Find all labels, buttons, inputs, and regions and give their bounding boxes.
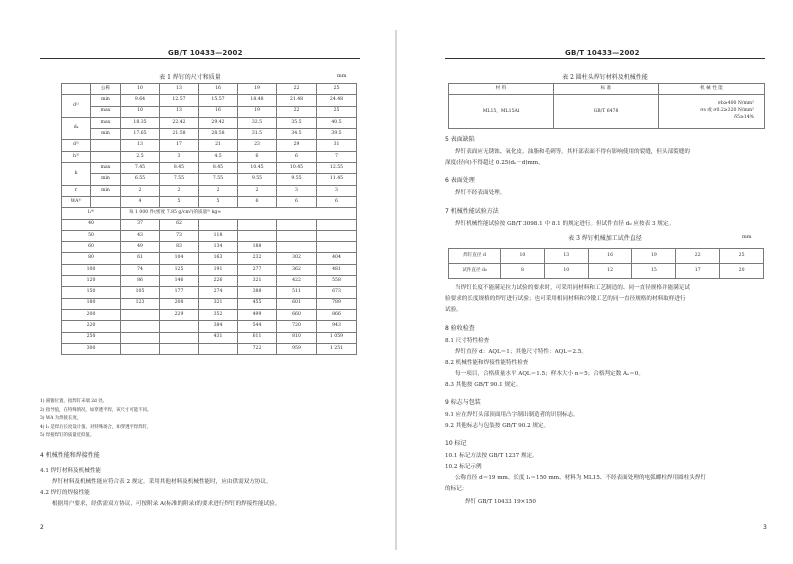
table1-cell-mass: 321 bbox=[238, 276, 277, 287]
table1-cell-value: 11.45 bbox=[317, 174, 357, 185]
table1-cell-mass: 274 bbox=[199, 287, 238, 298]
table1-row-dimension bbox=[62, 129, 357, 140]
table1-cell-mass: 146 bbox=[160, 276, 199, 287]
table2-header-standard: 标 准 bbox=[554, 84, 659, 95]
table1-cell-value: 29.42 bbox=[199, 117, 238, 128]
table1-cell-nominal: 13 bbox=[160, 84, 199, 95]
table1-cell-limit bbox=[91, 140, 121, 151]
table1-cell-value: 8.45 bbox=[160, 163, 199, 174]
table1-cell-mass bbox=[199, 343, 238, 354]
table1-cell-mass: 73 bbox=[160, 230, 199, 241]
table3-cell-value: 16 bbox=[588, 249, 632, 264]
table1-footnote: 3) WA 为焊接长度。 bbox=[40, 416, 82, 422]
table3-cell-value: 17 bbox=[676, 264, 720, 279]
table1-cell-mass bbox=[199, 219, 238, 230]
table1-cell-mass bbox=[317, 242, 357, 253]
table1-row-mass bbox=[62, 321, 357, 332]
table1-row-dimension bbox=[62, 140, 357, 151]
table3-cell-value: 12 bbox=[588, 264, 632, 279]
table1-cell-mass: 558 bbox=[317, 276, 357, 287]
table1-cell-mass: 43 bbox=[121, 230, 160, 241]
table2-properties bbox=[659, 95, 765, 129]
table1-cell-mass: 86 bbox=[121, 276, 160, 287]
table1-cell-value: 7.45 bbox=[121, 163, 160, 174]
table1-cell-symbol: dₖ bbox=[62, 117, 91, 140]
table3-cell-value: 22 bbox=[676, 249, 720, 264]
section-8-1-heading: 8.1 尺寸特性检查 bbox=[445, 338, 490, 344]
table1-row-mass bbox=[62, 264, 357, 275]
table1-cell-mass: 959 bbox=[277, 343, 317, 354]
table1-cell-value: 9.64 bbox=[121, 95, 160, 106]
table1-cell-value: 4 bbox=[121, 196, 160, 207]
table2-prop-yield: σs 或 σ0.2≥320 N/mm² bbox=[700, 108, 754, 114]
table2-header-properties: 机 械 性 能 bbox=[659, 84, 765, 95]
table1-cell-mass bbox=[160, 332, 199, 343]
table1-row-mass bbox=[62, 242, 357, 253]
table1-cell-mass: 1 059 bbox=[317, 332, 357, 343]
table1-cell-value: 2 bbox=[238, 185, 277, 196]
table1-cell-length: 250 bbox=[62, 332, 121, 343]
table1-caption: 表 1 焊钉的尺寸和质量 bbox=[159, 74, 221, 81]
table1-cell-mass: 722 bbox=[238, 343, 277, 354]
table1-cell-mass bbox=[160, 343, 199, 354]
section-7-text: 焊钉机械性能试验按 GB/T 3098.1 中 8.1 的规定进行。但试件直径 d₀ 应按表 3 规定。 bbox=[455, 221, 675, 227]
table1-footnote: 1) 圆锥位置，指焊钉末端 2d 处。 bbox=[40, 399, 107, 404]
table1-row-dimension bbox=[62, 174, 357, 185]
table1-cell-nominal: 22 bbox=[277, 84, 317, 95]
table1-cell-nominal: 25 bbox=[317, 84, 357, 95]
section-4-2-text: 根据用户要求，经供需双方协议，可按附录 A(标准的附录)的要求进行焊钉的焊接性能试验。 bbox=[52, 501, 281, 507]
table3-cell-value: 25 bbox=[720, 249, 764, 264]
table1-cell-mass-note: 每 1 000 件(密度 7.85 g/cm³)的质量⁵⁾ kg≈ bbox=[121, 208, 357, 219]
table1-cell-mass: 49 bbox=[121, 242, 160, 253]
table1-cell-value: 21.48 bbox=[277, 95, 317, 106]
table3-cell-value: 20 bbox=[720, 264, 764, 279]
table1-cell-value: 9.55 bbox=[277, 174, 317, 185]
table1-cell-value: 17.65 bbox=[121, 129, 160, 140]
table1-cell-mass: 177 bbox=[160, 287, 199, 298]
table3-row-label: 焊钉直径 d bbox=[449, 249, 501, 264]
table1-cell-mass: 352 bbox=[199, 309, 238, 320]
table1-cell-mass: 511 bbox=[277, 287, 317, 298]
table1-cell-value: 2 bbox=[121, 185, 160, 196]
table1-row-mass bbox=[62, 309, 357, 320]
table1-cell-mass: 105 bbox=[121, 287, 160, 298]
table1-cell-mass: 499 bbox=[238, 309, 277, 320]
table1-cell-value: 22.42 bbox=[160, 117, 199, 128]
table1-cell-value: 3 bbox=[277, 185, 317, 196]
table1-cell-mass: 422 bbox=[277, 276, 317, 287]
table1-cell-limit: min bbox=[91, 174, 121, 185]
table1-cell-value: 7 bbox=[317, 151, 357, 162]
section-6-heading: 6 表面处理 bbox=[445, 177, 475, 184]
table1-cell-symbol: d¹⁾ bbox=[62, 95, 91, 118]
section-4-2-heading: 4.2 焊钉的焊接性能 bbox=[40, 490, 90, 496]
table1-cell-nominal: 10 bbox=[121, 84, 160, 95]
table1-row-mass bbox=[62, 298, 357, 309]
table1-cell-limit: max bbox=[91, 163, 121, 174]
section-9-2-text: 9.2 其他标志与包装按 GB/T 90.2 规定。 bbox=[445, 423, 550, 429]
table1-cell-value: 8.45 bbox=[199, 163, 238, 174]
table3-cell-value: 8 bbox=[501, 264, 545, 279]
table1-cell-mass: 191 bbox=[199, 264, 238, 275]
table3-cell-value: 15 bbox=[632, 264, 676, 279]
table3 bbox=[448, 248, 764, 279]
table1-cell-value: 6 bbox=[238, 196, 277, 207]
table1-row-mass bbox=[62, 343, 357, 354]
table1-cell-value: 22 bbox=[277, 106, 317, 117]
table1-cell-mass: 611 bbox=[238, 332, 277, 343]
table3-cell-value: 10 bbox=[501, 249, 545, 264]
table1-cell-limit: max bbox=[91, 117, 121, 128]
table1-cell-mass: 810 bbox=[277, 332, 317, 343]
table1-cell-value: 35.5 bbox=[277, 117, 317, 128]
table1-cell-symbol: k bbox=[62, 163, 91, 186]
section-7-note-2: 验要求的长度规格的焊钉进行试验；也可采用相同材料和冷镦工艺的同一直径规格的材料取样进行 bbox=[445, 296, 686, 302]
table1-cell-value: 10.45 bbox=[277, 163, 317, 174]
table1-cell-mass bbox=[121, 332, 160, 343]
page-number-left: 2 bbox=[40, 524, 44, 531]
table1-cell-value: 6 bbox=[277, 196, 317, 207]
table1-cell-value: 31 bbox=[317, 140, 357, 151]
table1-cell-value: 18.35 bbox=[121, 117, 160, 128]
table3-cell-value: 19 bbox=[632, 249, 676, 264]
table1-cell-value: 12.55 bbox=[317, 163, 357, 174]
table1-cell-empty bbox=[62, 84, 91, 95]
table1-row-dimension bbox=[62, 185, 357, 196]
table1-cell-mass: 431 bbox=[199, 332, 238, 343]
table1-cell-limit: min bbox=[91, 95, 121, 106]
table1-cell-mass: 544 bbox=[238, 321, 277, 332]
table1-row-dimension bbox=[62, 163, 357, 174]
table1-cell-symbol: WA³⁾ bbox=[62, 196, 91, 207]
table1-row-mass-header bbox=[62, 208, 357, 219]
section-9-1-text: 9.1 应在焊钉头部顶面用凸字制出制造者的识别标志。 bbox=[445, 412, 579, 418]
table1-cell-value: 32.5 bbox=[238, 117, 277, 128]
table1-row-dimension bbox=[62, 196, 357, 207]
table1-cell-limit: min bbox=[91, 185, 121, 196]
table1-cell-value: 23 bbox=[238, 140, 277, 151]
table1-cell-value: 21 bbox=[199, 140, 238, 151]
table1-cell-value: 15.57 bbox=[199, 95, 238, 106]
table2-standard: GB/T 6478 bbox=[554, 95, 659, 129]
table1-cell-value: 17 bbox=[160, 140, 199, 151]
table1-cell-mass bbox=[238, 230, 277, 241]
table2-prop-tensile: σb≥400 N/mm² bbox=[717, 101, 754, 107]
table1-cell-mass: 83 bbox=[160, 242, 199, 253]
table1-cell-mass: 134 bbox=[199, 242, 238, 253]
table1-cell-limit bbox=[91, 151, 121, 162]
table1-row-mass bbox=[62, 276, 357, 287]
standard-header: GB/T 10433—2002 bbox=[565, 49, 640, 57]
section-5-heading: 5 表面缺陷 bbox=[445, 136, 475, 143]
table1-cell-value: 21.58 bbox=[160, 129, 199, 140]
table1-cell-value: 3 bbox=[317, 185, 357, 196]
table1-cell-mass bbox=[121, 321, 160, 332]
section-10-2-text-1: 公称直径 d＝19 mm、长度 l₁＝150 mm、材料为 ML15、不经表面处理的电弧螺柱焊用圆柱头焊钉 bbox=[455, 475, 707, 481]
section-8-3-text: 8.3 其他按 GB/T 90.1 规定。 bbox=[445, 382, 522, 388]
table1-cell-mass: 37 bbox=[121, 219, 160, 230]
section-4-1-text: 焊钉材料及机械性能应符合表 2 规定。采用其他材料及机械性能时，应由供需双方协议。 bbox=[52, 479, 272, 485]
table1-cell-mass bbox=[317, 219, 357, 230]
table1-footnote: 4) l₁ 是焊后长度设计值，对特殊场合，如穿透平焊焊钉， bbox=[40, 424, 152, 430]
table1-footnote: 2) 指导值，在特殊情况，如穿透平焊，该尺寸可能不同。 bbox=[40, 407, 152, 413]
table1-cell-length: 40 bbox=[62, 219, 121, 230]
table1-cell-value: 12.57 bbox=[160, 95, 199, 106]
section-5-text-1: 焊钉表面应无锈蚀、氧化皮、油脂和毛刺等。其杆部表面不得有影响使用的裂缝，但头部裂缝的 bbox=[455, 149, 690, 155]
table1-cell-length-label: l₁⁴⁾ bbox=[62, 208, 121, 219]
table1-cell-mass bbox=[121, 343, 160, 354]
table1-cell-mass bbox=[238, 219, 277, 230]
section-10-2-text-2: 的标记： bbox=[445, 486, 468, 492]
table1-cell-symbol: h³⁾ bbox=[62, 151, 91, 162]
header-rule bbox=[40, 58, 360, 59]
table1-cell-mass: 321 bbox=[199, 298, 238, 309]
table1-cell-symbol: r bbox=[62, 185, 91, 196]
table1-footnotes bbox=[40, 398, 360, 441]
table1-cell-mass: 943 bbox=[317, 321, 357, 332]
table1-cell-mass: 62 bbox=[160, 219, 199, 230]
table2 bbox=[448, 83, 765, 129]
table1-cell-length: 150 bbox=[62, 287, 121, 298]
table1-row-mass bbox=[62, 332, 357, 343]
table1-cell-mass: 673 bbox=[317, 287, 357, 298]
table1-cell-mass: 74 bbox=[121, 264, 160, 275]
table3-cell-value: 13 bbox=[544, 249, 588, 264]
section-8-heading: 8 验收检查 bbox=[445, 325, 475, 332]
table1-row-mass bbox=[62, 253, 357, 264]
table1-cell-length: 120 bbox=[62, 276, 121, 287]
table1-cell-symbol: d²⁾ bbox=[62, 140, 91, 151]
table1-cell-length: 100 bbox=[62, 264, 121, 275]
table1-cell-mass: 481 bbox=[317, 264, 357, 275]
table1-cell-mass: 1 251 bbox=[317, 343, 357, 354]
table1-cell-value: 39.5 bbox=[317, 129, 357, 140]
table1-cell-limit: min bbox=[91, 129, 121, 140]
table1-cell-mass: 118 bbox=[199, 230, 238, 241]
table1-row-dimension bbox=[62, 106, 357, 117]
table1-cell-length: 50 bbox=[62, 230, 121, 241]
table1-cell-mass: 232 bbox=[238, 253, 277, 264]
table1-cell-mass bbox=[277, 242, 317, 253]
table1-row-dimension bbox=[62, 95, 357, 106]
table1-row-dimension bbox=[62, 117, 357, 128]
section-10-2-heading: 10.2 标记示例 bbox=[445, 464, 482, 470]
table1-cell-mass: 302 bbox=[277, 253, 317, 264]
table1-cell-value: 5 bbox=[160, 196, 199, 207]
marking-example: 焊钉 GB/T 10433 19×150 bbox=[465, 499, 536, 505]
table1-cell-limit: max bbox=[91, 106, 121, 117]
table1-cell-mass bbox=[160, 321, 199, 332]
table1-cell-mass: 125 bbox=[160, 264, 199, 275]
table1-cell-length: 80 bbox=[62, 253, 121, 264]
table1-cell-mass: 384 bbox=[199, 321, 238, 332]
section-7-heading: 7 机械性能试验方法 bbox=[445, 208, 499, 215]
table1-cell-value: 6.55 bbox=[121, 174, 160, 185]
section-9-heading: 9 标志与包装 bbox=[445, 399, 481, 406]
table1-cell-length: 60 bbox=[62, 242, 121, 253]
table1-cell-value: 2.5 bbox=[121, 151, 160, 162]
table1-footnote: 5) 焊接焊钉的质量近似值。 bbox=[40, 433, 95, 439]
table3-row-specimen bbox=[449, 264, 764, 279]
right-page bbox=[397, 0, 793, 564]
table1-row-dimension bbox=[62, 151, 357, 162]
table1-cell-mass: 61 bbox=[121, 253, 160, 264]
table1-cell-value: 25 bbox=[317, 106, 357, 117]
table1 bbox=[61, 83, 357, 355]
table1-cell-mass bbox=[121, 309, 160, 320]
table1-cell-mass: 720 bbox=[277, 321, 317, 332]
section-5-text-2: 深度(径向)不得超过 0.25(dₖ－d)mm。 bbox=[445, 160, 544, 166]
table1-cell-value: 13 bbox=[160, 106, 199, 117]
table3-cell-value: 10 bbox=[544, 264, 588, 279]
table1-cell-nominal: 19 bbox=[238, 84, 277, 95]
table1-cell-value: 2 bbox=[160, 185, 199, 196]
section-7-note-3: 试验。 bbox=[445, 307, 462, 313]
table1-cell-mass: 388 bbox=[238, 287, 277, 298]
table2-caption: 表 2 圆柱头焊钉材料及机械性能 bbox=[562, 74, 648, 81]
table1-cell-length: 300 bbox=[62, 343, 121, 354]
table1-cell-length: 180 bbox=[62, 298, 121, 309]
table1-cell-value: 6 bbox=[277, 151, 317, 162]
table1-cell-mass: 789 bbox=[317, 298, 357, 309]
table1-cell-mass: 229 bbox=[160, 309, 199, 320]
table1-cell-limit bbox=[91, 196, 121, 207]
table1-cell-mass: 660 bbox=[277, 309, 317, 320]
table1-cell-value: 7.55 bbox=[199, 174, 238, 185]
table1-cell-mass: 404 bbox=[317, 253, 357, 264]
table1-cell-nominal-label: 公称 bbox=[91, 84, 121, 95]
section-4-heading: 4 机械性能和焊接性能 bbox=[40, 452, 100, 459]
table1-cell-mass: 277 bbox=[238, 264, 277, 275]
table1-cell-value: 9.55 bbox=[238, 174, 277, 185]
table1-row-nominal bbox=[62, 84, 357, 95]
section-4-1-heading: 4.1 焊钉材料及机械性能 bbox=[40, 468, 102, 474]
table1-row-mass bbox=[62, 219, 357, 230]
table1-cell-mass: 866 bbox=[317, 309, 357, 320]
table1-cell-value: 10 bbox=[121, 106, 160, 117]
table2-header-material: 材 料 bbox=[449, 84, 554, 95]
table1-cell-mass: 208 bbox=[160, 298, 199, 309]
table1-unit: mm bbox=[337, 73, 347, 79]
table1-row-mass bbox=[62, 287, 357, 298]
table1-cell-value: 10.45 bbox=[238, 163, 277, 174]
table1-cell-length: 200 bbox=[62, 309, 121, 320]
table2-prop-elongation: δ5≥14% bbox=[734, 115, 754, 121]
table1-cell-nominal: 16 bbox=[199, 84, 238, 95]
section-8-2-text: 每一项目，合格质量水平 AQL＝1.5；样本大小 n＝5；合格判定数 Aₑ＝0。 bbox=[455, 371, 644, 377]
table1-cell-value: 6 bbox=[317, 196, 357, 207]
table1-cell-mass: 104 bbox=[160, 253, 199, 264]
table1-cell-mass: 226 bbox=[199, 276, 238, 287]
table1-cell-value: 29 bbox=[277, 140, 317, 151]
table2-material: ML15，ML15Al bbox=[449, 95, 554, 129]
table1-cell-value: 16 bbox=[199, 106, 238, 117]
table1-cell-value: 24.48 bbox=[317, 95, 357, 106]
table1-cell-length: 220 bbox=[62, 321, 121, 332]
table1-cell-value: 7.55 bbox=[160, 174, 199, 185]
table1-cell-value: 40.5 bbox=[317, 117, 357, 128]
table3-unit: mm bbox=[742, 234, 752, 240]
header-rule bbox=[445, 58, 765, 59]
table1-cell-value: 3 bbox=[160, 151, 199, 162]
table1-cell-mass: 362 bbox=[277, 264, 317, 275]
table1-row-mass bbox=[62, 230, 357, 241]
section-7-note-1: 当焊钉长度不能满足拉力试验的要求时，可采用同材料和工艺制造的、同一直径规格并能满足试 bbox=[455, 285, 690, 291]
section-10-1-text: 10.1 标记方法按 GB/T 1237 规定。 bbox=[445, 453, 538, 459]
table1-cell-mass bbox=[277, 219, 317, 230]
left-page bbox=[0, 0, 396, 564]
table1-cell-value: 13 bbox=[121, 140, 160, 151]
table3-row-diameter bbox=[449, 249, 764, 264]
standard-header: GB/T 10433—2002 bbox=[168, 49, 243, 57]
section-8-2-heading: 8.2 机械性能和焊接性能特性检查 bbox=[445, 360, 529, 366]
table1-cell-value: 31.5 bbox=[238, 129, 277, 140]
table3-row-label: 试件直径 d₀ bbox=[449, 264, 501, 279]
table1-cell-value: 5 bbox=[199, 196, 238, 207]
table1-cell-value: 18.48 bbox=[238, 95, 277, 106]
section-10-heading: 10 标记 bbox=[445, 440, 467, 447]
table1-cell-mass bbox=[277, 230, 317, 241]
table1-cell-mass: 601 bbox=[277, 298, 317, 309]
section-8-1-text: 焊钉直径 d：AQL＝1；其他尺寸特性：AQL＝2.5。 bbox=[455, 349, 587, 355]
table1-cell-value: 6 bbox=[238, 151, 277, 162]
table1-cell-mass bbox=[317, 230, 357, 241]
table1-cell-mass: 123 bbox=[121, 298, 160, 309]
section-6-text: 焊钉不经表面处理。 bbox=[455, 190, 506, 196]
table1-cell-mass: 188 bbox=[238, 242, 277, 253]
table1-cell-value: 34.5 bbox=[277, 129, 317, 140]
page-number-right: 3 bbox=[763, 524, 767, 531]
table1-cell-value: 28.58 bbox=[199, 129, 238, 140]
table1-cell-value: 4.5 bbox=[199, 151, 238, 162]
table1-cell-mass: 163 bbox=[199, 253, 238, 264]
table1-cell-value: 19 bbox=[238, 106, 277, 117]
table1-cell-value: 2 bbox=[199, 185, 238, 196]
table1-cell-mass: 455 bbox=[238, 298, 277, 309]
table3-caption: 表 3 焊钉机械加工试件直径 bbox=[568, 235, 642, 242]
